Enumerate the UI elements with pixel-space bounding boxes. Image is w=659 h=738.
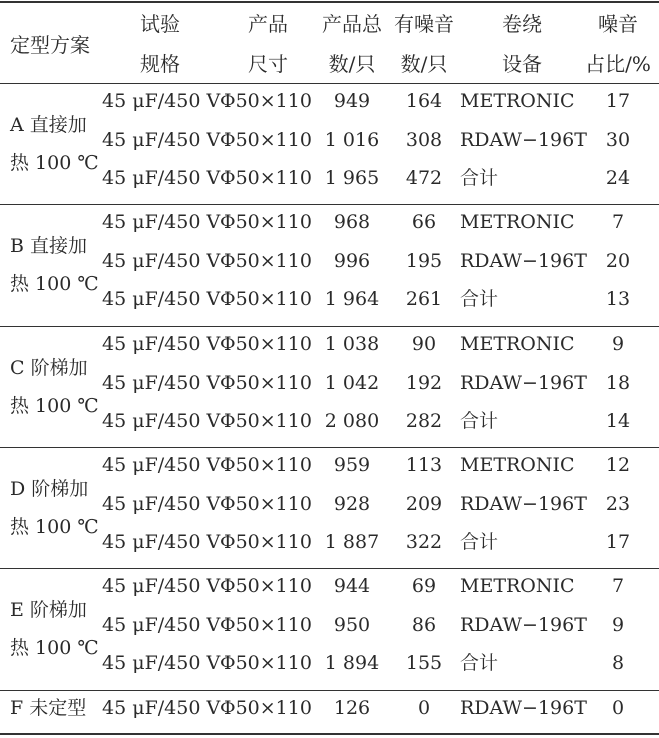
device-cell: RDAW−196T (460, 249, 587, 272)
total-cell: 126 (333, 697, 371, 719)
noisy-cell: 86 (411, 613, 437, 636)
total-cell: 2 080 (324, 410, 380, 432)
ratio-cell: 17 (605, 90, 631, 112)
size-cell: Φ50×110 (220, 575, 312, 597)
noisy-cell: 164 (405, 90, 443, 112)
ratio-cell: 9 (611, 333, 625, 355)
spec-cell: 45 μF/450 V (102, 333, 221, 355)
device-cell: RDAW−196T (460, 128, 587, 151)
spec-cell: 45 μF/450 V (102, 211, 221, 233)
spec-cell: 45 μF/450 V (102, 697, 221, 719)
noisy-cell: 472 (405, 167, 443, 189)
scheme-cell: B 直接加 (10, 235, 88, 257)
size-cell: Φ50×110 (220, 371, 312, 394)
scheme-cell: F 未定型 (10, 697, 87, 719)
noisy-cell: 155 (405, 652, 443, 674)
header-cell: 占比/% (585, 52, 651, 76)
spec-cell: 45 μF/450 V (102, 90, 221, 112)
device-cell: RDAW−196T (460, 492, 587, 515)
ratio-cell: 8 (611, 652, 625, 674)
total-cell: 968 (333, 211, 371, 233)
spec-cell: 45 μF/450 V (102, 288, 221, 310)
scheme-cell: A 直接加 (10, 114, 87, 136)
scheme-cell: 热 100 ℃ (10, 152, 99, 174)
group-rule (0, 568, 659, 569)
total-cell: 1 894 (324, 652, 380, 674)
size-cell: Φ50×110 (220, 167, 312, 189)
noisy-cell: 192 (405, 371, 443, 394)
total-cell: 1 038 (324, 333, 380, 355)
total-cell: 1 964 (324, 288, 380, 310)
size-cell: Φ50×110 (220, 410, 312, 432)
noisy-cell: 261 (405, 288, 443, 310)
ratio-cell: 14 (605, 410, 631, 432)
noisy-cell: 90 (411, 333, 437, 355)
header-cell: 有噪音 (394, 12, 454, 36)
header-cell: 数/只 (328, 52, 376, 76)
size-cell: Φ50×110 (220, 454, 312, 476)
spec-cell: 45 μF/450 V (102, 531, 221, 553)
spec-cell: 45 μF/450 V (102, 652, 221, 674)
noisy-cell: 0 (417, 697, 431, 719)
size-cell: Φ50×110 (220, 333, 312, 355)
total-cell: 949 (333, 90, 371, 112)
ratio-cell: 7 (611, 575, 625, 597)
header-cell: 产品总 (322, 12, 382, 36)
device-cell: 合计 (460, 410, 499, 432)
spec-cell: 45 μF/450 V (102, 249, 221, 272)
spec-cell: 45 μF/450 V (102, 167, 221, 189)
table-top-rule (0, 1, 659, 3)
device-cell: RDAW−196T (460, 613, 587, 636)
noisy-cell: 195 (405, 249, 443, 272)
spec-cell: 45 μF/450 V (102, 410, 221, 432)
ratio-cell: 9 (611, 613, 625, 636)
device-cell: 合计 (460, 288, 499, 310)
device-cell: METRONIC (460, 333, 575, 355)
total-cell: 1 965 (324, 167, 380, 189)
table-bottom-rule (0, 733, 659, 735)
noisy-cell: 66 (411, 211, 437, 233)
total-cell: 944 (333, 575, 371, 597)
ratio-cell: 7 (611, 211, 625, 233)
ratio-cell: 17 (605, 531, 631, 553)
total-cell: 1 016 (324, 128, 380, 151)
scheme-cell: D 阶梯加 (10, 478, 89, 500)
device-cell: 合计 (460, 531, 499, 553)
header-rule (0, 83, 659, 84)
noisy-cell: 209 (405, 492, 443, 515)
ratio-cell: 18 (605, 371, 631, 394)
group-rule (0, 204, 659, 205)
size-cell: Φ50×110 (220, 531, 312, 553)
scheme-cell: C 阶梯加 (10, 357, 88, 379)
size-cell: Φ50×110 (220, 211, 312, 233)
spec-cell: 45 μF/450 V (102, 613, 221, 636)
spec-cell: 45 μF/450 V (102, 575, 221, 597)
header-cell: 定型方案 (10, 33, 90, 57)
ratio-cell: 12 (605, 454, 631, 476)
total-cell: 1 042 (324, 371, 380, 394)
size-cell: Φ50×110 (220, 697, 312, 719)
scheme-cell: 热 100 ℃ (10, 637, 99, 659)
device-cell: RDAW−196T (460, 697, 587, 719)
header-cell: 尺寸 (248, 52, 288, 76)
spec-cell: 45 μF/450 V (102, 128, 221, 151)
noisy-cell: 69 (411, 575, 437, 597)
scheme-cell: 热 100 ℃ (10, 273, 99, 295)
device-cell: METRONIC (460, 90, 575, 112)
noisy-cell: 308 (405, 128, 443, 151)
header-cell: 数/只 (400, 52, 448, 76)
header-cell: 产品 (248, 12, 288, 36)
ratio-cell: 23 (605, 492, 631, 515)
device-cell: METRONIC (460, 575, 575, 597)
spec-cell: 45 μF/450 V (102, 371, 221, 394)
noisy-cell: 113 (405, 454, 443, 476)
header-cell: 试验 (140, 12, 180, 36)
group-rule (0, 447, 659, 448)
total-cell: 996 (333, 249, 371, 272)
device-cell: 合计 (460, 167, 499, 189)
size-cell: Φ50×110 (220, 613, 312, 636)
header-cell: 规格 (140, 52, 180, 76)
ratio-cell: 30 (605, 128, 631, 151)
device-cell: 合计 (460, 652, 499, 674)
group-rule (0, 690, 659, 691)
scheme-cell: 热 100 ℃ (10, 395, 99, 417)
total-cell: 1 887 (324, 531, 380, 553)
ratio-cell: 0 (611, 697, 625, 719)
header-cell: 噪音 (598, 12, 638, 36)
spec-cell: 45 μF/450 V (102, 454, 221, 476)
device-cell: METRONIC (460, 454, 575, 476)
total-cell: 959 (333, 454, 371, 476)
total-cell: 950 (333, 613, 371, 636)
total-cell: 928 (333, 492, 371, 515)
size-cell: Φ50×110 (220, 128, 312, 151)
group-rule (0, 326, 659, 327)
device-cell: RDAW−196T (460, 371, 587, 394)
size-cell: Φ50×110 (220, 90, 312, 112)
size-cell: Φ50×110 (220, 288, 312, 310)
ratio-cell: 24 (605, 167, 631, 189)
header-cell: 卷绕 (502, 12, 542, 36)
ratio-cell: 13 (605, 288, 631, 310)
size-cell: Φ50×110 (220, 249, 312, 272)
noisy-cell: 282 (405, 410, 443, 432)
spec-cell: 45 μF/450 V (102, 492, 221, 515)
size-cell: Φ50×110 (220, 652, 312, 674)
header-cell: 设备 (502, 52, 542, 76)
size-cell: Φ50×110 (220, 492, 312, 515)
noisy-cell: 322 (405, 531, 443, 553)
device-cell: METRONIC (460, 211, 575, 233)
scheme-cell: E 阶梯加 (10, 599, 87, 621)
scheme-cell: 热 100 ℃ (10, 516, 99, 538)
ratio-cell: 20 (605, 249, 631, 272)
